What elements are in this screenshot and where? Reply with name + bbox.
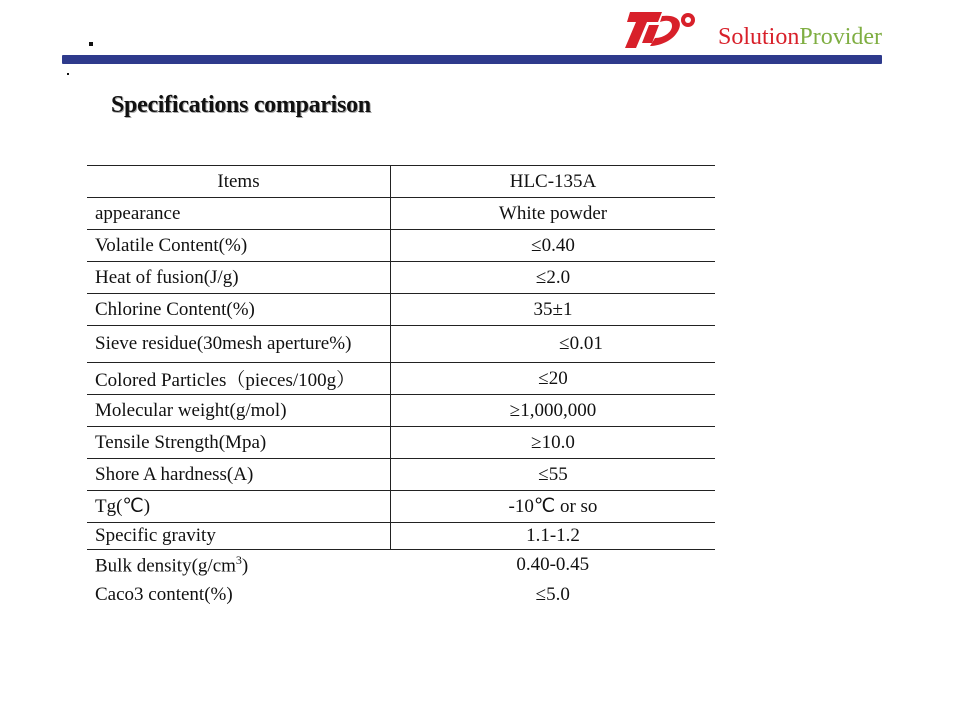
bullet-dot bbox=[67, 73, 69, 75]
row-value: 1.1-1.2 bbox=[391, 523, 716, 550]
table-row bbox=[87, 363, 715, 395]
superscript: 3 bbox=[235, 552, 242, 567]
row-value: ≥10.0 bbox=[391, 427, 716, 459]
row-item: Chlorine Content(%) bbox=[87, 294, 391, 326]
spec-table bbox=[87, 165, 715, 610]
table-row bbox=[87, 198, 715, 230]
row-item: Colored Particles（pieces/100g） bbox=[87, 363, 391, 395]
row-value: ≤5.0 bbox=[535, 584, 570, 605]
brand-solution: Solution bbox=[718, 24, 800, 50]
row-value: White powder bbox=[391, 198, 716, 230]
table-row bbox=[87, 523, 715, 550]
row-value bbox=[391, 326, 716, 363]
row-value: -10℃ or so bbox=[391, 491, 716, 523]
row-item-tail: ) bbox=[241, 555, 249, 577]
table-header-row bbox=[87, 166, 715, 198]
table-row bbox=[87, 294, 715, 326]
row-item: Sieve residue(30mesh aperture%) bbox=[87, 326, 391, 363]
row-item: Molecular weight(g/mol) bbox=[87, 395, 391, 427]
row-value: ≥1,000,000 bbox=[391, 395, 716, 427]
company-logo-icon bbox=[622, 8, 700, 50]
row-value: 35±1 bbox=[391, 294, 716, 326]
table-row bbox=[87, 427, 715, 459]
brand-name bbox=[718, 24, 882, 51]
header-bar bbox=[62, 55, 882, 64]
row-item-text: Bulk density(g/cm bbox=[95, 555, 236, 577]
row-value: ≤55 bbox=[391, 459, 716, 491]
row-item: Tensile Strength(Mpa) bbox=[87, 427, 391, 459]
row-item: Heat of fusion(J/g) bbox=[87, 262, 391, 294]
column-header-model: HLC-135A bbox=[391, 166, 716, 198]
row-item: appearance bbox=[87, 198, 391, 230]
brand-provider: Provider bbox=[799, 24, 883, 50]
row-value: ≤20 bbox=[391, 363, 716, 395]
table-row bbox=[87, 491, 715, 523]
row-item: Specific gravity bbox=[87, 523, 391, 550]
row-item bbox=[87, 550, 391, 581]
row-value: 0.40-0.45 bbox=[516, 554, 590, 575]
page-title: Specifications comparison bbox=[111, 92, 371, 118]
table-row bbox=[87, 230, 715, 262]
table-row bbox=[87, 395, 715, 427]
row-item: Shore A hardness(A) bbox=[87, 459, 391, 491]
bullet-dot bbox=[89, 42, 93, 46]
table-row bbox=[87, 580, 715, 610]
row-value: ≤2.0 bbox=[391, 262, 716, 294]
column-header-items: Items bbox=[87, 166, 391, 198]
row-item: Volatile Content(%) bbox=[87, 230, 391, 262]
table-row bbox=[87, 262, 715, 294]
row-item: Tg(℃) bbox=[87, 491, 391, 523]
table-row bbox=[87, 459, 715, 491]
row-value-text: ≤0.01 bbox=[559, 333, 603, 354]
table-row bbox=[87, 550, 715, 581]
table-row bbox=[87, 326, 715, 363]
row-value: ≤0.40 bbox=[391, 230, 716, 262]
row-item: Caco3 content(%) bbox=[95, 584, 233, 605]
